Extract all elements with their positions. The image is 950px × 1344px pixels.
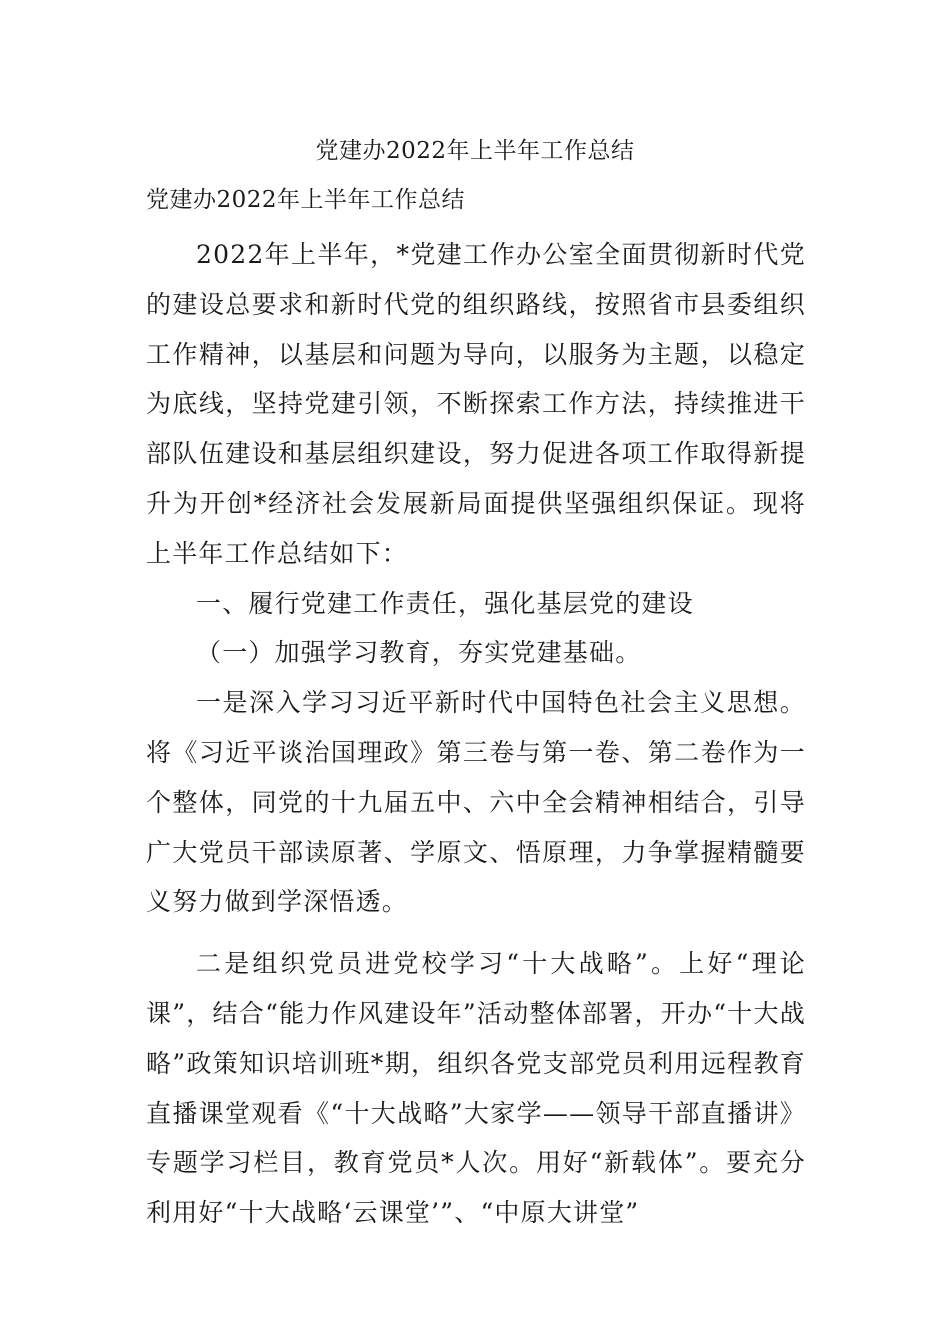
document-title: 党建办2022年上半年工作总结	[315, 138, 635, 164]
body-paragraph: 二是组织党员进党校学习“十大战略”。上好“理论课”，结合“能力作风建设年”活动整体部署，开办“十大战略”政策知识培训班*期，组织各党支部党员利用远程教育直播课堂观看《“十大战略”大家学——领导干部直播讲》专题学习栏目，教育党员*人次。用好“新载体”。要充分利用好“十大战略‘云课堂’”、“中原大讲堂”	[146, 949, 806, 1228]
document-body	[146, 230, 806, 1238]
section-heading: 一、履行党建工作责任，强化基层党的建设	[196, 588, 694, 618]
intro-paragraph: 2022年上半年，*党建工作办公室全面贯彻新时代党的建设总要求和新时代党的组织路线，按照省市县委组织工作精神，以基层和问题为导向，以服务为主题，以稳定为底线，坚持党建引领，不断探索工作方法，持续推进干部队伍建设和基层组织建设，努力促进各项工作取得新提升为开创*经济社会发展新局面提供坚强组织保证。现将上半年工作总结如下：	[146, 240, 806, 568]
body-paragraph: 一是深入学习习近平新时代中国特色社会主义思想。将《习近平谈治国理政》第三卷与第一卷、第二卷作为一个整体，同党的十九届五中、六中全会精神相结合，引导广大党员干部读原著、学原文、悟原理，力争掌握精髓要义努力做到学深悟透。	[146, 688, 806, 917]
document-subtitle: 党建办2022年上半年工作总结	[146, 187, 466, 213]
subsection-heading: （一）加强学习教育，夯实党建基础。	[196, 638, 642, 668]
